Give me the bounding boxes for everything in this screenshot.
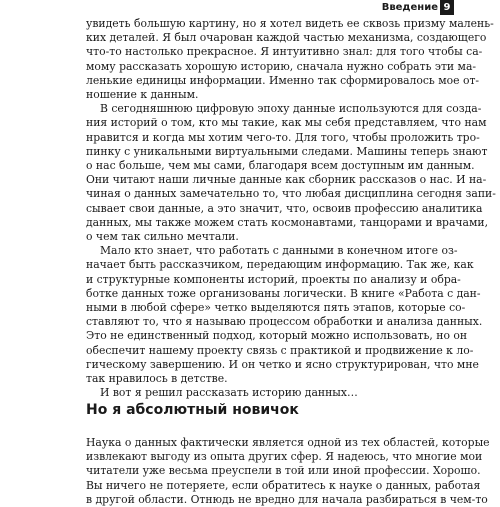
- text-line: начает быть рассказчиком, передающим информацию. Так же, как: [86, 258, 474, 272]
- paragraph: [86, 436, 490, 507]
- text-line: о нас больше, чем мы сами, благодаря всем доступным им данным.: [86, 159, 475, 173]
- section-heading: Но я абсолютный новичок: [86, 402, 299, 418]
- paragraph: [86, 102, 496, 244]
- text-line: так нравилось в детстве.: [86, 372, 228, 386]
- body-text-top: [86, 17, 496, 400]
- page-number-badge: 9: [440, 0, 454, 15]
- paragraph: [86, 17, 494, 102]
- text-line: о чем так сильно мечтали.: [86, 230, 239, 244]
- text-line: что-то настолько прекрасное. Я интуитивно знал: для того чтобы са-: [86, 45, 483, 59]
- text-line: увидеть большую картину, но я хотел видеть ее сквозь призму малень-: [86, 17, 494, 30]
- text-line: Мало кто знает, что работать с данными в конечном итоге оз-: [100, 244, 458, 258]
- text-line: ких деталей. Я был очарован каждой частью механизма, создающего: [86, 31, 487, 45]
- text-line: и структурные компоненты историй, проекты по анализу и обра-: [86, 272, 461, 286]
- text-line: в другой области. Отнюдь не вредно для начала разбираться в чем-то: [86, 492, 488, 506]
- text-line: Это не единственный подход, который можно использовать, но он: [86, 329, 468, 343]
- paragraph: [86, 386, 416, 400]
- text-line: извлекают выгоду из опыта других сфер. Я надеюсь, что многие мои: [86, 450, 483, 464]
- text-line: нравится и когда мы хотим чего-то. Для того, чтобы проложить тро-: [86, 130, 480, 144]
- text-line: сывает свои данные, а это значит, что, освоив профессию аналитика: [86, 201, 483, 215]
- text-line: ния историй о том, кто мы такие, как мы себя представляем, что нам: [86, 116, 487, 130]
- text-line: данных, мы также можем стать космонавтами, танцорами и врачами,: [86, 215, 489, 229]
- text-line: ношение к данным.: [86, 88, 199, 102]
- text-line: мому рассказать хорошую историю, сначала нужно собрать эти ма-: [86, 59, 477, 73]
- text-line: ботке данных тоже организованы логически. В книге «Работа с дан-: [86, 286, 481, 300]
- text-line: чиная о данных замечательно то, что любая дисциплина сегодня запи-: [86, 187, 496, 201]
- page-header: [0, 0, 500, 16]
- text-line: Вы ничего не потеряете, если обратитесь к науке о данных, работая: [86, 478, 481, 492]
- text-line: ставляют то, что я называю процессом обработки и анализа данных.: [86, 315, 483, 329]
- text-line: гическому завершению. И он четко и ясно структурирован, что мне: [86, 357, 479, 371]
- body-text-bottom: [86, 436, 490, 507]
- text-line: Они читают наши личные данные как сборник рассказов о нас. И на-: [86, 173, 487, 187]
- paragraph: [86, 244, 483, 386]
- text-line: ными в любой сфере» четко выделяются пять этапов, которые со-: [86, 301, 466, 315]
- text-line: И вот я решил рассказать историю данных…: [100, 386, 358, 400]
- text-line: Наука о данных фактически является одной из тех областей, которые: [86, 436, 490, 449]
- text-line: ленькие единицы информации. Именно так сформировалось мое от-: [86, 73, 480, 87]
- text-line: читатели уже весьма преуспели в той или иной профессии. Хорошо.: [86, 464, 481, 478]
- text-line: В сегодняшнюю цифровую эпоху данные используются для созда-: [100, 102, 482, 116]
- running-header-section: Введение: [381, 2, 438, 13]
- text-line: пинку с уникальными виртуальными следами. Машины теперь знают: [86, 144, 488, 158]
- text-line: обеспечит нашему проекту связь с практикой и продвижение к ло-: [86, 343, 474, 357]
